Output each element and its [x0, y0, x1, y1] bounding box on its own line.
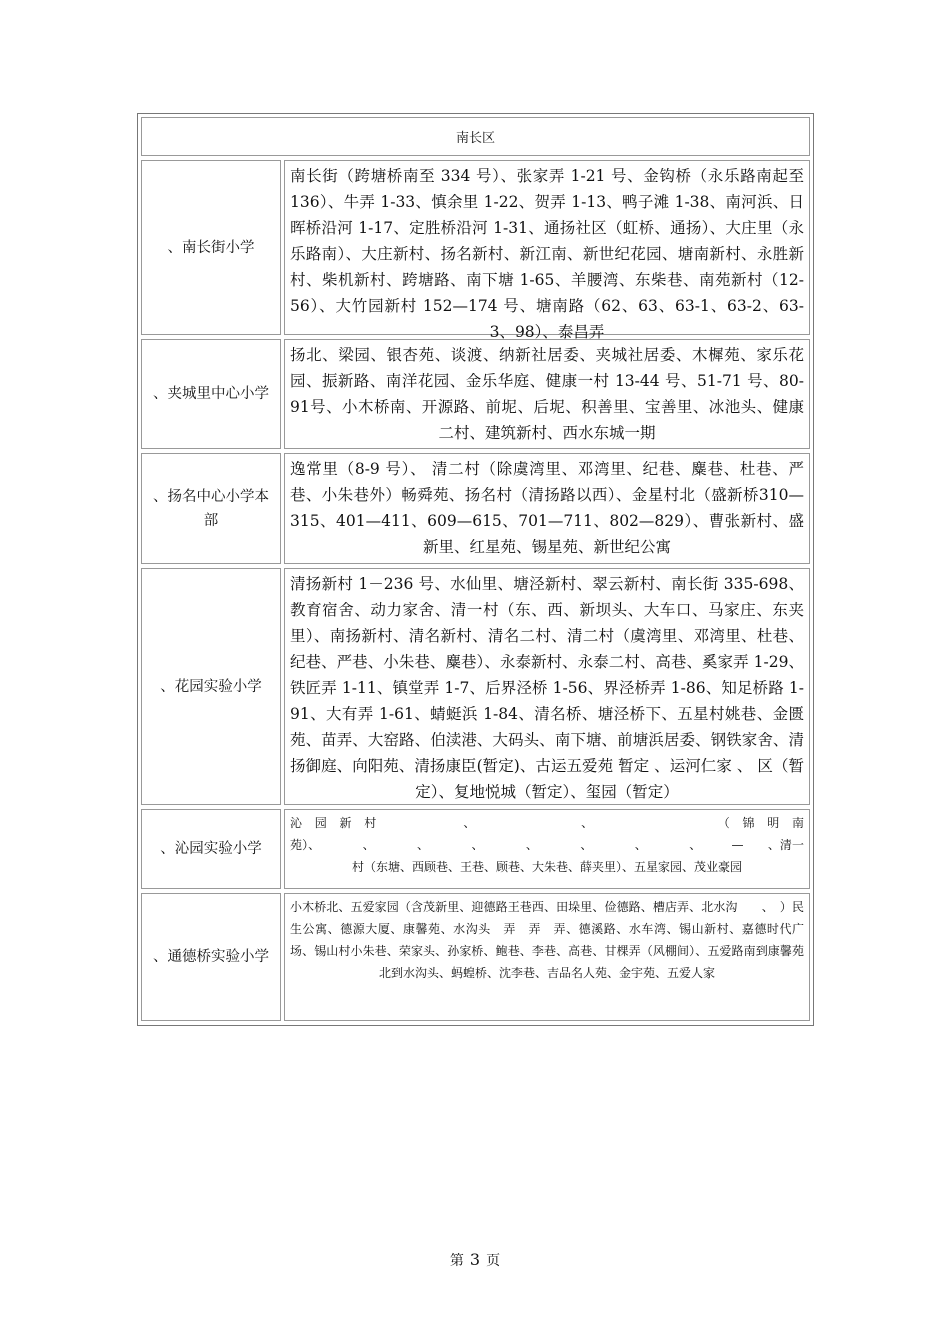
school-district-area: 扬北、梁园、银杏苑、谈渡、纳新社居委、夹城社居委、木樨苑、家乐花园、振新路、南洋花园、金乐华庭、健康一村 13-44 号、51-71 号、80-91号、小木桥南、开源路、前坭、后坭、积善里、宝善里、冰池头、健康二村、建筑新村、西水东城一期 [284, 339, 810, 449]
table-row [141, 339, 810, 449]
page-number [0, 1250, 950, 1270]
school-name: 、通德桥实验小学 [141, 893, 281, 1021]
table-row [141, 453, 810, 564]
page-number-value: 3 [469, 1250, 481, 1269]
district-school-table [137, 113, 814, 1026]
school-district-area: 沁园新村 、 、 （锦明南苑）、 、 、 、 、 、 、 、 — 、清一村（东塘、西顾巷、王巷、顾巷、大朱巷、薛夹里）、五星家园、茂业豪园 [284, 809, 810, 889]
school-district-area: 南长街（跨塘桥南至 334 号）、张家弄 1-21 号、金钩桥（永乐路南起至136）、牛弄 1-33、慎余里 1-22、贺弄 1-13、鸭子滩 1-38、南河浜、日晖桥沿河 1-17、定胜桥沿河 1-31、通扬社区（虹桥、通扬）、大庄里（永乐路南）、大庄新村、扬名新村、新江南、新世纪花园、塘南新村、永胜新村、柴机新村、跨塘路、南下塘 1-65、羊腰湾、东柴巷、南苑新村（12-56）、大竹园新村 152—174 号、塘南路（62、63、63-1、63-2、63-3、98）、泰昌弄 [284, 160, 810, 335]
table-row [141, 809, 810, 889]
table-row [141, 893, 810, 1021]
school-name: 、南长街小学 [141, 160, 281, 335]
school-name: 、扬名中心小学本部 [141, 453, 281, 564]
school-district-area: 逸常里（8-9 号）、 清二村（除虞湾里、邓湾里、纪巷、麋巷、杜巷、严巷、小朱巷外）畅舜苑、扬名村（清扬路以西）、金星村北（盛新桥310—315、401—411、609—615、701—711、802—829）、曹张新村、盛新里、红星苑、锡星苑、新世纪公寓 [284, 453, 810, 564]
page-number-prefix: 第 [449, 1253, 464, 1269]
page-number-suffix: 页 [486, 1253, 501, 1269]
table-row [141, 160, 810, 341]
school-name: 、花园实验小学 [141, 568, 281, 805]
school-name: 、沁园实验小学 [141, 809, 281, 889]
school-district-area: 小木桥北、五爱家园（含茂新里、迎德路王巷西、田垛里、俭德路、槽店弄、北水沟 、 ）民生公寓、德源大厦、康馨苑、水沟头 弄 弄 弄、德溪路、水车湾、锡山新村、嘉德时代广场、锡山村小朱巷、荣家头、孙家桥、鲍巷、李巷、高巷、甘棵弄（风棚间）、五爱路南到康馨苑北到水沟头、蚂蝗桥、沈李巷、吉品名人苑、金宇苑、五爱人家 [284, 893, 810, 1021]
district-title: 南长区 [141, 117, 810, 156]
table-row [141, 568, 810, 805]
school-name: 、夹城里中心小学 [141, 339, 281, 449]
school-district-area: 清扬新村 1－236 号、水仙里、塘泾新村、翠云新村、南长街 335-698、教育宿舍、动力家舍、清一村（东、西、新坝头、大车口、马家庄、东夹里）、南扬新村、清名新村、清名二村、清二村（虞湾里、邓湾里、杜巷、纪巷、严巷、小朱巷、麋巷）、永泰新村、永泰二村、高巷、奚家弄 1-29、铁匠弄 1-11、镇堂弄 1-7、后界泾桥 1-56、界泾桥弄 1-86、知足桥路 1-91、大有弄 1-61、蜻蜓浜 1-84、清名桥、塘泾桥下、五星村姚巷、金匮苑、苗弄、大窑路、伯渎港、大码头、南下塘、前塘浜居委、钢铁家舍、清扬御庭、向阳苑、清扬康臣(暂定)、古运五爱苑 暂定 、运河仁家 、 区（暂定）、复地悦城（暂定）、玺园（暂定） [284, 568, 810, 805]
